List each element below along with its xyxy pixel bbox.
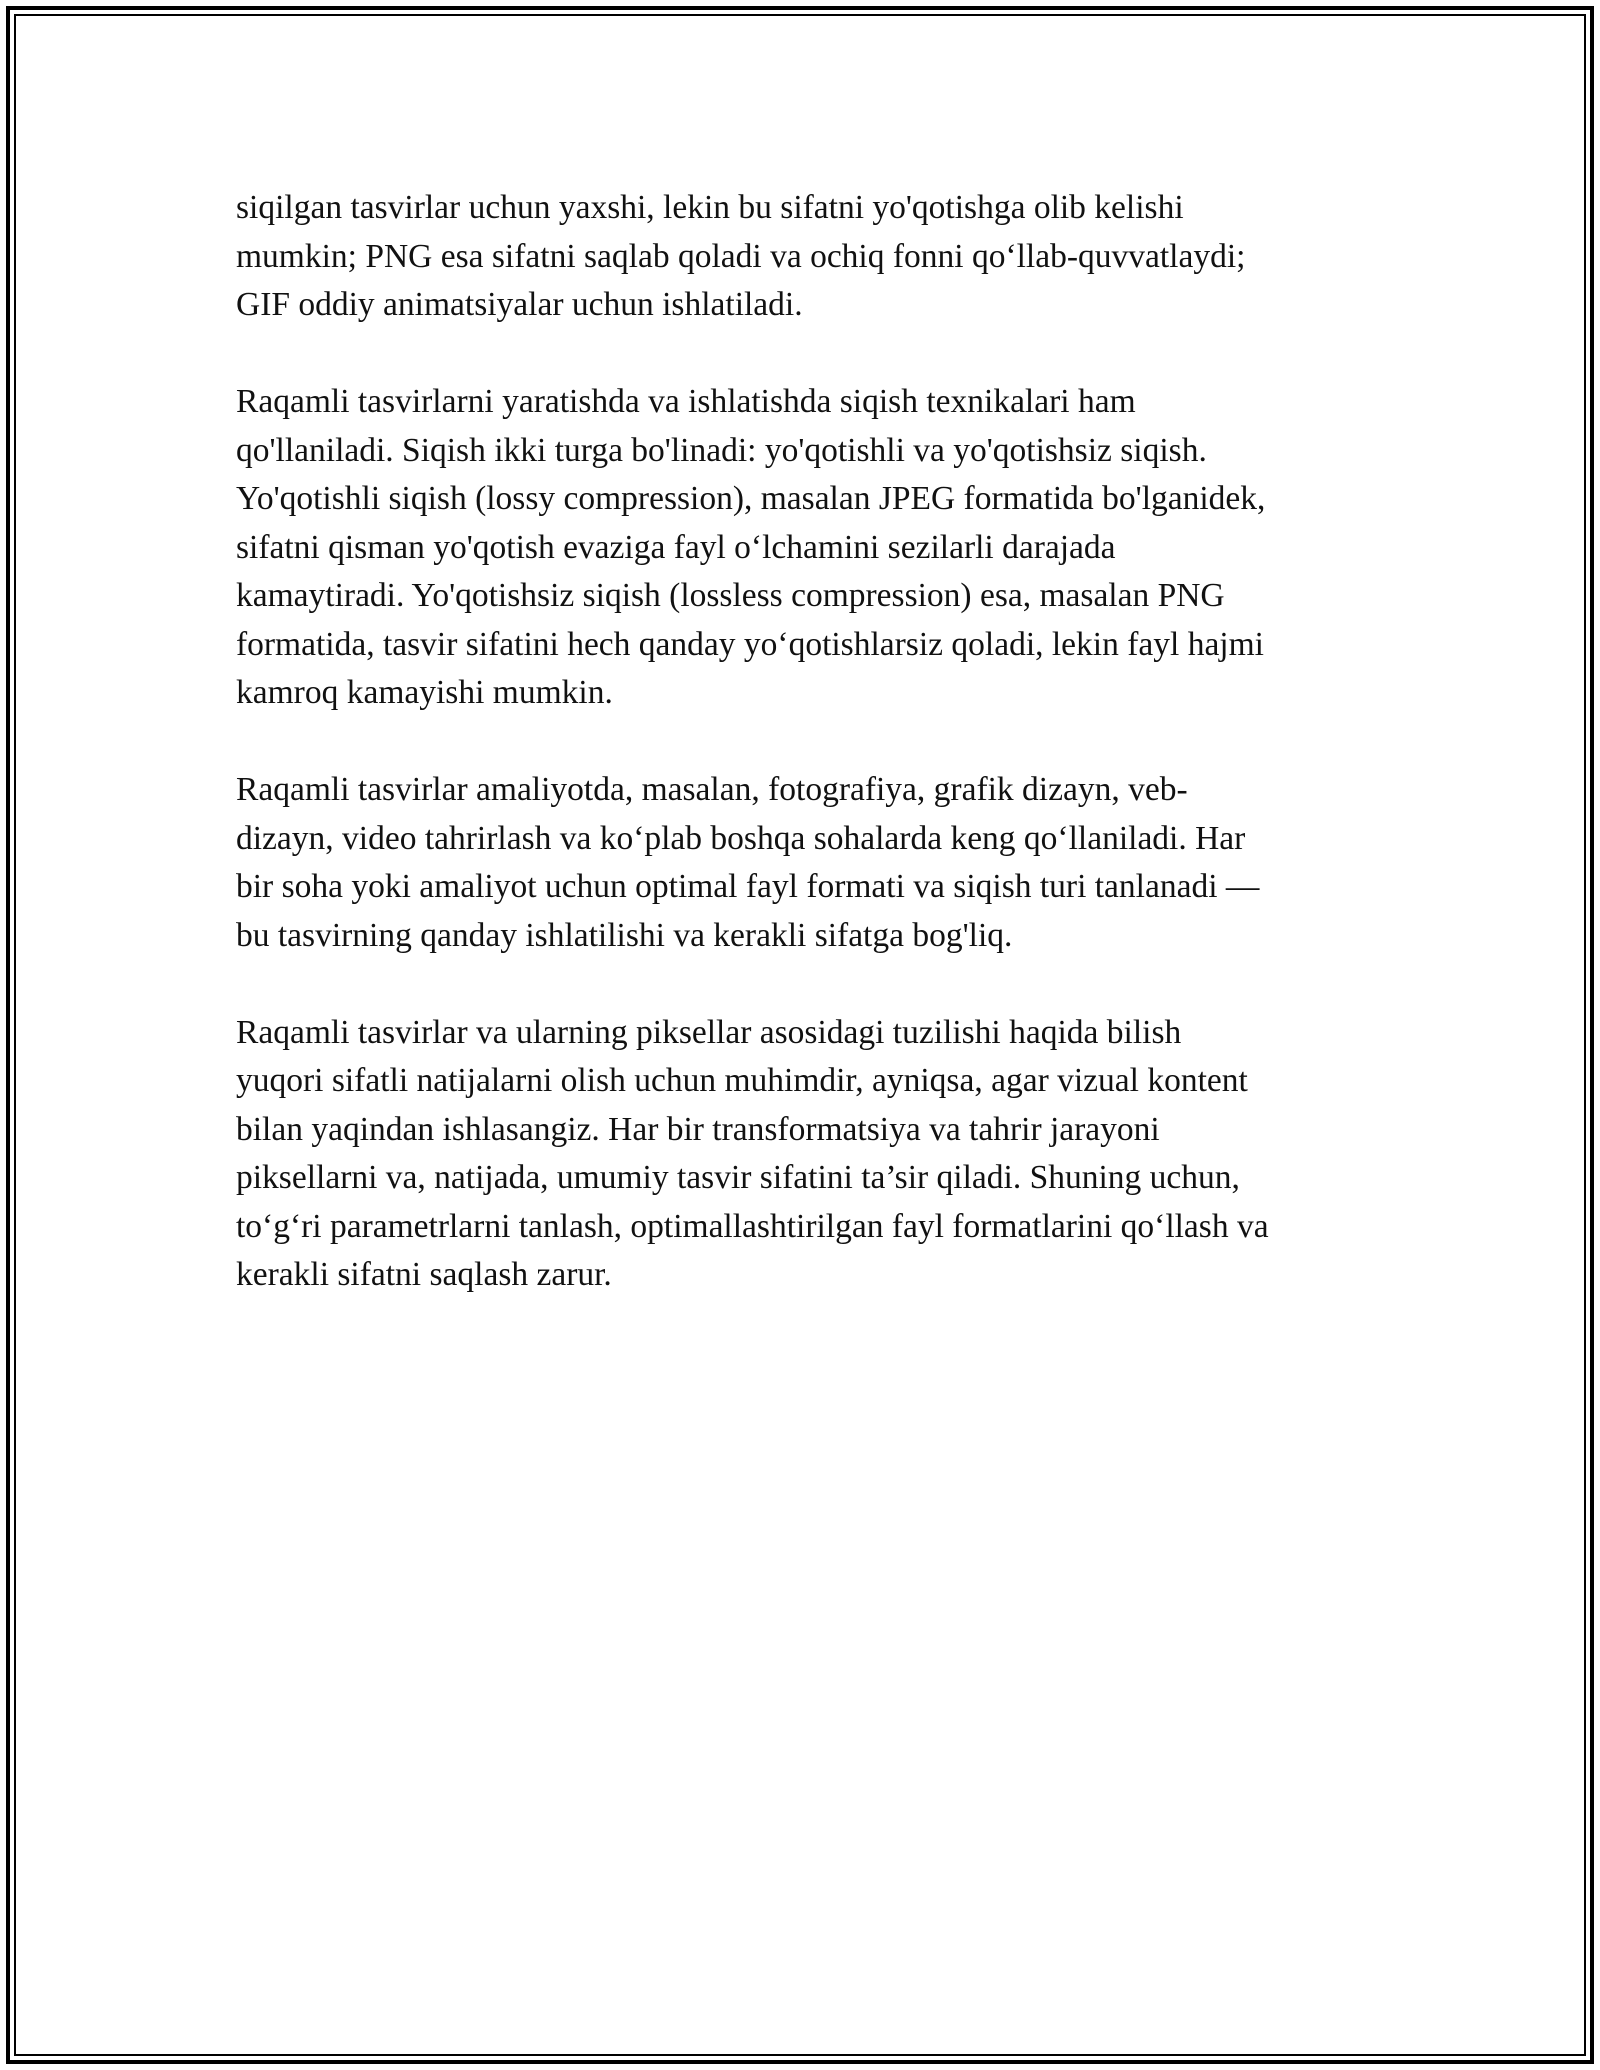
text-line: kerakli sifatni saqlash zarur.: [236, 1256, 612, 1293]
text-line: bilan yaqindan ishlasangiz. Har bir transformatsiya va tahrir jarayoni: [236, 1110, 1160, 1148]
text-line: piksellarni va, natijada, umumiy tasvir sifatini ta’sir qiladi. Shuning uchun,: [236, 1159, 1240, 1196]
page-body: [236, 184, 1376, 1348]
paragraph-3: [236, 766, 1376, 960]
text-line: to‘g‘ri parametrlarni tanlash, optimallashtirilgan fayl formatlarini qo‘llash va: [236, 1207, 1269, 1245]
text-line: bir soha yoki amaliyot uchun optimal fayl formati va siqish turi tanlanadi —: [236, 868, 1260, 905]
text-line: kamaytiradi. Yo'qotishsiz siqish (lossless compression) esa, masalan PNG: [236, 577, 1225, 614]
text-line: Yo'qotishli siqish (lossy compression), masalan JPEG formatida bo'lganidek,: [236, 480, 1266, 517]
text-line: Raqamli tasvirlarni yaratishda va ishlatishda siqish texnikalari ham: [236, 383, 1136, 420]
text-line: siqilgan tasvirlar uchun yaxshi, lekin bu sifatni yo'qotishga olib kelishi: [236, 189, 1184, 226]
text-line: Raqamli tasvirlar amaliyotda, masalan, fotografiya, grafik dizayn, veb-: [236, 771, 1188, 808]
paragraph-4: [236, 1009, 1376, 1300]
text-line: Raqamli tasvirlar va ularning piksellar asosidagi tuzilishi haqida bilish: [236, 1013, 1182, 1051]
paragraph-1: [236, 184, 1376, 330]
text-line: sifatni qisman yo'qotish evaziga fayl o‘lchamini sezilarli darajada: [236, 528, 1116, 566]
text-line: dizayn, video tahrirlash va ko‘plab boshqa sohalarda keng qo‘llaniladi. Har: [236, 819, 1246, 857]
text-line: bu tasvirning qanday ishlatilishi va kerakli sifatga bog'liq.: [236, 916, 1013, 954]
text-line: mumkin; PNG esa sifatni saqlab qoladi va ochiq fonni qo‘llab-quvvatlaydi;: [236, 237, 1246, 275]
text-line: qo'llaniladi. Siqish ikki turga bo'linadi: yo'qotishli va yo'qotishsiz siqish.: [236, 431, 1207, 469]
text-line: formatida, tasvir sifatini hech qanday yo‘qotishlarsiz qoladi, lekin fayl hajmi: [236, 625, 1264, 663]
text-line: yuqori sifatli natijalarni olish uchun muhimdir, ayniqsa, agar vizual kontent: [236, 1062, 1248, 1099]
text-line: GIF oddiy animatsiyalar uchun ishlatiladi.: [236, 286, 803, 323]
text-line: kamroq kamayishi mumkin.: [236, 674, 613, 711]
paragraph-2: [236, 378, 1376, 718]
